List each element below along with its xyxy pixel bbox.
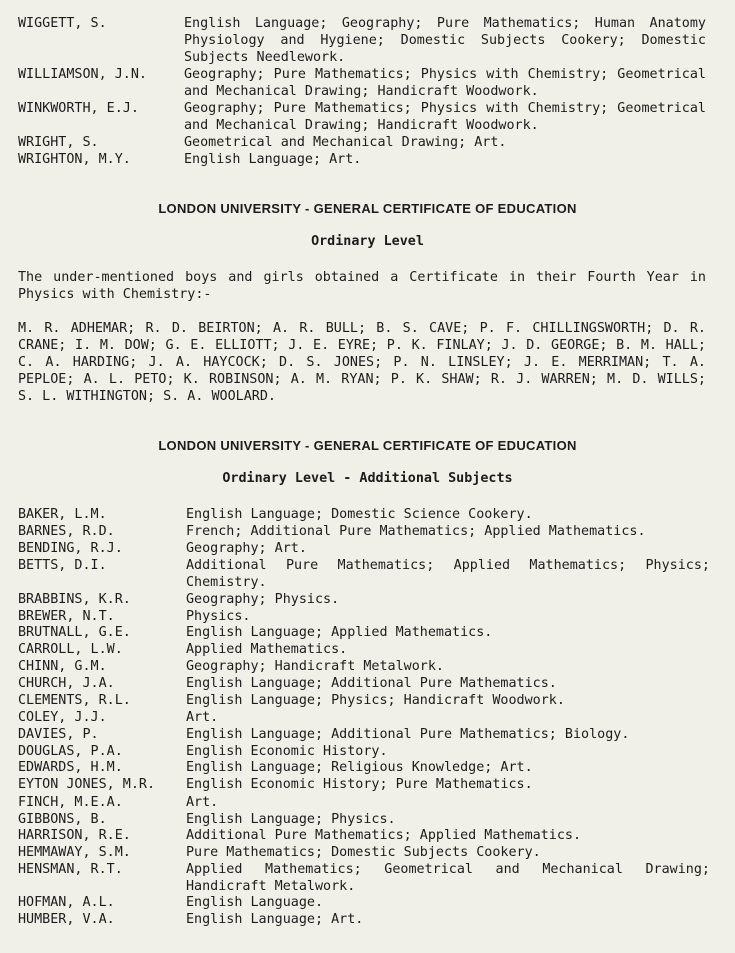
subject-list: Art. <box>186 710 219 725</box>
student-name: WRIGHTON, M.Y. <box>18 152 131 167</box>
list-item <box>0 151 735 168</box>
section-subheading: Ordinary Level <box>311 234 424 249</box>
student-name: WILLIAMSON, J.N. <box>18 67 147 82</box>
student-name: DOUGLAS, P.A. <box>18 744 123 759</box>
subject-list: Pure Mathematics; Domestic Subjects Cookery. <box>186 845 541 860</box>
list-item <box>0 540 735 557</box>
subject-list: Applied Mathematics. <box>186 642 348 657</box>
list-item <box>0 709 735 726</box>
student-name: COLEY, J.J. <box>18 710 107 725</box>
subject-list: Geography; Art. <box>186 541 307 556</box>
subject-list: Geography; Handicraft Metalwork. <box>186 659 444 674</box>
student-name: HEMMAWAY, S.M. <box>18 845 131 860</box>
student-name: HUMBER, V.A. <box>18 912 115 927</box>
list-item <box>0 776 735 793</box>
student-name: HENSMAN, R.T. <box>18 862 123 877</box>
subject-list: English Language; Applied Mathematics. <box>186 625 493 640</box>
student-name: BRUTNALL, G.E. <box>18 625 131 640</box>
student-name: EYTON JONES, M.R. <box>18 777 156 792</box>
subject-list: English Language; Religious Knowledge; Art. <box>186 760 533 775</box>
subject-list: English Language; Additional Pure Mathematics; Biology. <box>186 727 630 742</box>
list-item <box>0 134 735 151</box>
certificate-names: M. R. ADHEMAR; R. D. BEIRTON; A. R. BULL; B. S. CAVE; P. F. CHILLINGSWORTH; D. R. CRANE; I. M. DOW; G. E. ELLIOTT; J. E. EYRE; P. K. FINLAY; J. D. GEORGE; B. M. HALL; C. A. HARDING; J. A. HAYCOCK; D. S. JONES; P. N. LINSLEY; J. E. MERRIMAN; T. A. PEPLOE; A. L. PETO; K. ROBINSON; A. M. RYAN; P. K. SHAW; R. J. WARREN; M. D. WILLS; S. L. WITHINGTON; S. A. WOOLARD. <box>18 321 706 404</box>
subject-list: English Language; Art. <box>186 912 364 927</box>
subject-list: English Language; Domestic Science Cookery. <box>186 507 533 522</box>
student-name: BETTS, D.I. <box>18 558 107 573</box>
subject-list: Art. <box>186 795 219 810</box>
section-heading: LONDON UNIVERSITY - GENERAL CERTIFICATE OF EDUCATION <box>158 438 577 453</box>
list-item <box>0 641 735 658</box>
subject-list: Applied Mathematics; Geometrical and Mechanical Drawing; Handicraft Metalwork. <box>186 862 710 894</box>
list-item <box>0 811 735 828</box>
student-name: CARROLL, L.W. <box>18 642 123 657</box>
subject-list: English Language. <box>186 895 324 910</box>
list-item <box>0 624 735 641</box>
subject-list: Geography; Physics. <box>186 592 340 607</box>
list-item <box>0 894 735 911</box>
section-heading: LONDON UNIVERSITY - GENERAL CERTIFICATE OF EDUCATION <box>158 201 577 216</box>
subject-list: English Language; Physics. <box>186 812 396 827</box>
section-subheading: Ordinary Level - Additional Subjects <box>222 471 513 486</box>
student-name: BREWER, N.T. <box>18 609 115 624</box>
student-name: CLEMENTS, R.L. <box>18 693 131 708</box>
list-item <box>0 100 735 134</box>
subject-list: Geography; Pure Mathematics; Physics with Chemistry; Geometrical and Mechanical Drawing; Handicraft Woodwork. <box>184 101 706 133</box>
subject-list: English Language; Geography; Pure Mathematics; Human Anatomy Physiology and Hygiene; Domestic Subjects Cookery; Domestic Subjects Needlework. <box>184 16 706 65</box>
list-item <box>0 608 735 625</box>
intro-paragraph <box>18 269 706 303</box>
subject-list: Additional Pure Mathematics; Applied Mathematics. <box>186 828 582 843</box>
list-item <box>0 759 735 776</box>
student-name: CHURCH, J.A. <box>18 676 115 691</box>
subject-list: Physics. <box>186 609 251 624</box>
student-name: BARNES, R.D. <box>18 524 115 539</box>
certificate-names-paragraph <box>18 320 706 405</box>
subject-list: English Economic History. <box>186 744 388 759</box>
list-item <box>0 15 735 66</box>
subject-list: Geometrical and Mechanical Drawing; Art. <box>184 135 507 150</box>
subject-list: English Economic History; Pure Mathematics. <box>186 777 533 792</box>
student-name: GIBBONS, B. <box>18 812 107 827</box>
list-item <box>0 692 735 709</box>
student-name: DAVIES, P. <box>18 727 99 742</box>
list-item <box>0 861 735 895</box>
list-item <box>0 557 735 591</box>
subject-list: English Language; Additional Pure Mathematics. <box>186 676 557 691</box>
student-name: BRABBINS, K.R. <box>18 592 131 607</box>
list-item <box>0 794 735 811</box>
list-item <box>0 523 735 540</box>
student-name: FINCH, M.E.A. <box>18 795 123 810</box>
student-name: WIGGETT, S. <box>18 16 107 31</box>
list-item <box>0 66 735 100</box>
list-item <box>0 743 735 760</box>
subject-list: Additional Pure Mathematics; Applied Mathematics; Physics; Chemistry. <box>186 558 710 590</box>
subject-list: English Language; Physics; Handicraft Woodwork. <box>186 693 565 708</box>
list-item <box>0 506 735 523</box>
student-name: WINKWORTH, E.J. <box>18 101 139 116</box>
list-item <box>0 591 735 608</box>
subject-list: French; Additional Pure Mathematics; Applied Mathematics. <box>186 524 646 539</box>
student-name: HARRISON, R.E. <box>18 828 131 843</box>
student-name: BAKER, L.M. <box>18 507 107 522</box>
list-item <box>0 827 735 844</box>
intro-text: The under-mentioned boys and girls obtained a Certificate in their Fourth Year in Physics with Chemistry:- <box>18 270 706 302</box>
list-item <box>0 844 735 861</box>
student-name: BENDING, R.J. <box>18 541 123 556</box>
list-item <box>0 911 735 928</box>
subject-list: English Language; Art. <box>184 152 362 167</box>
student-name: WRIGHT, S. <box>18 135 99 150</box>
subject-list: Geography; Pure Mathematics; Physics with Chemistry; Geometrical and Mechanical Drawing; Handicraft Woodwork. <box>184 67 706 99</box>
student-name: HOFMAN, A.L. <box>18 895 115 910</box>
list-item <box>0 675 735 692</box>
list-item <box>0 726 735 743</box>
list-item <box>0 658 735 675</box>
student-name: CHINN, G.M. <box>18 659 107 674</box>
student-name: EDWARDS, H.M. <box>18 760 123 775</box>
